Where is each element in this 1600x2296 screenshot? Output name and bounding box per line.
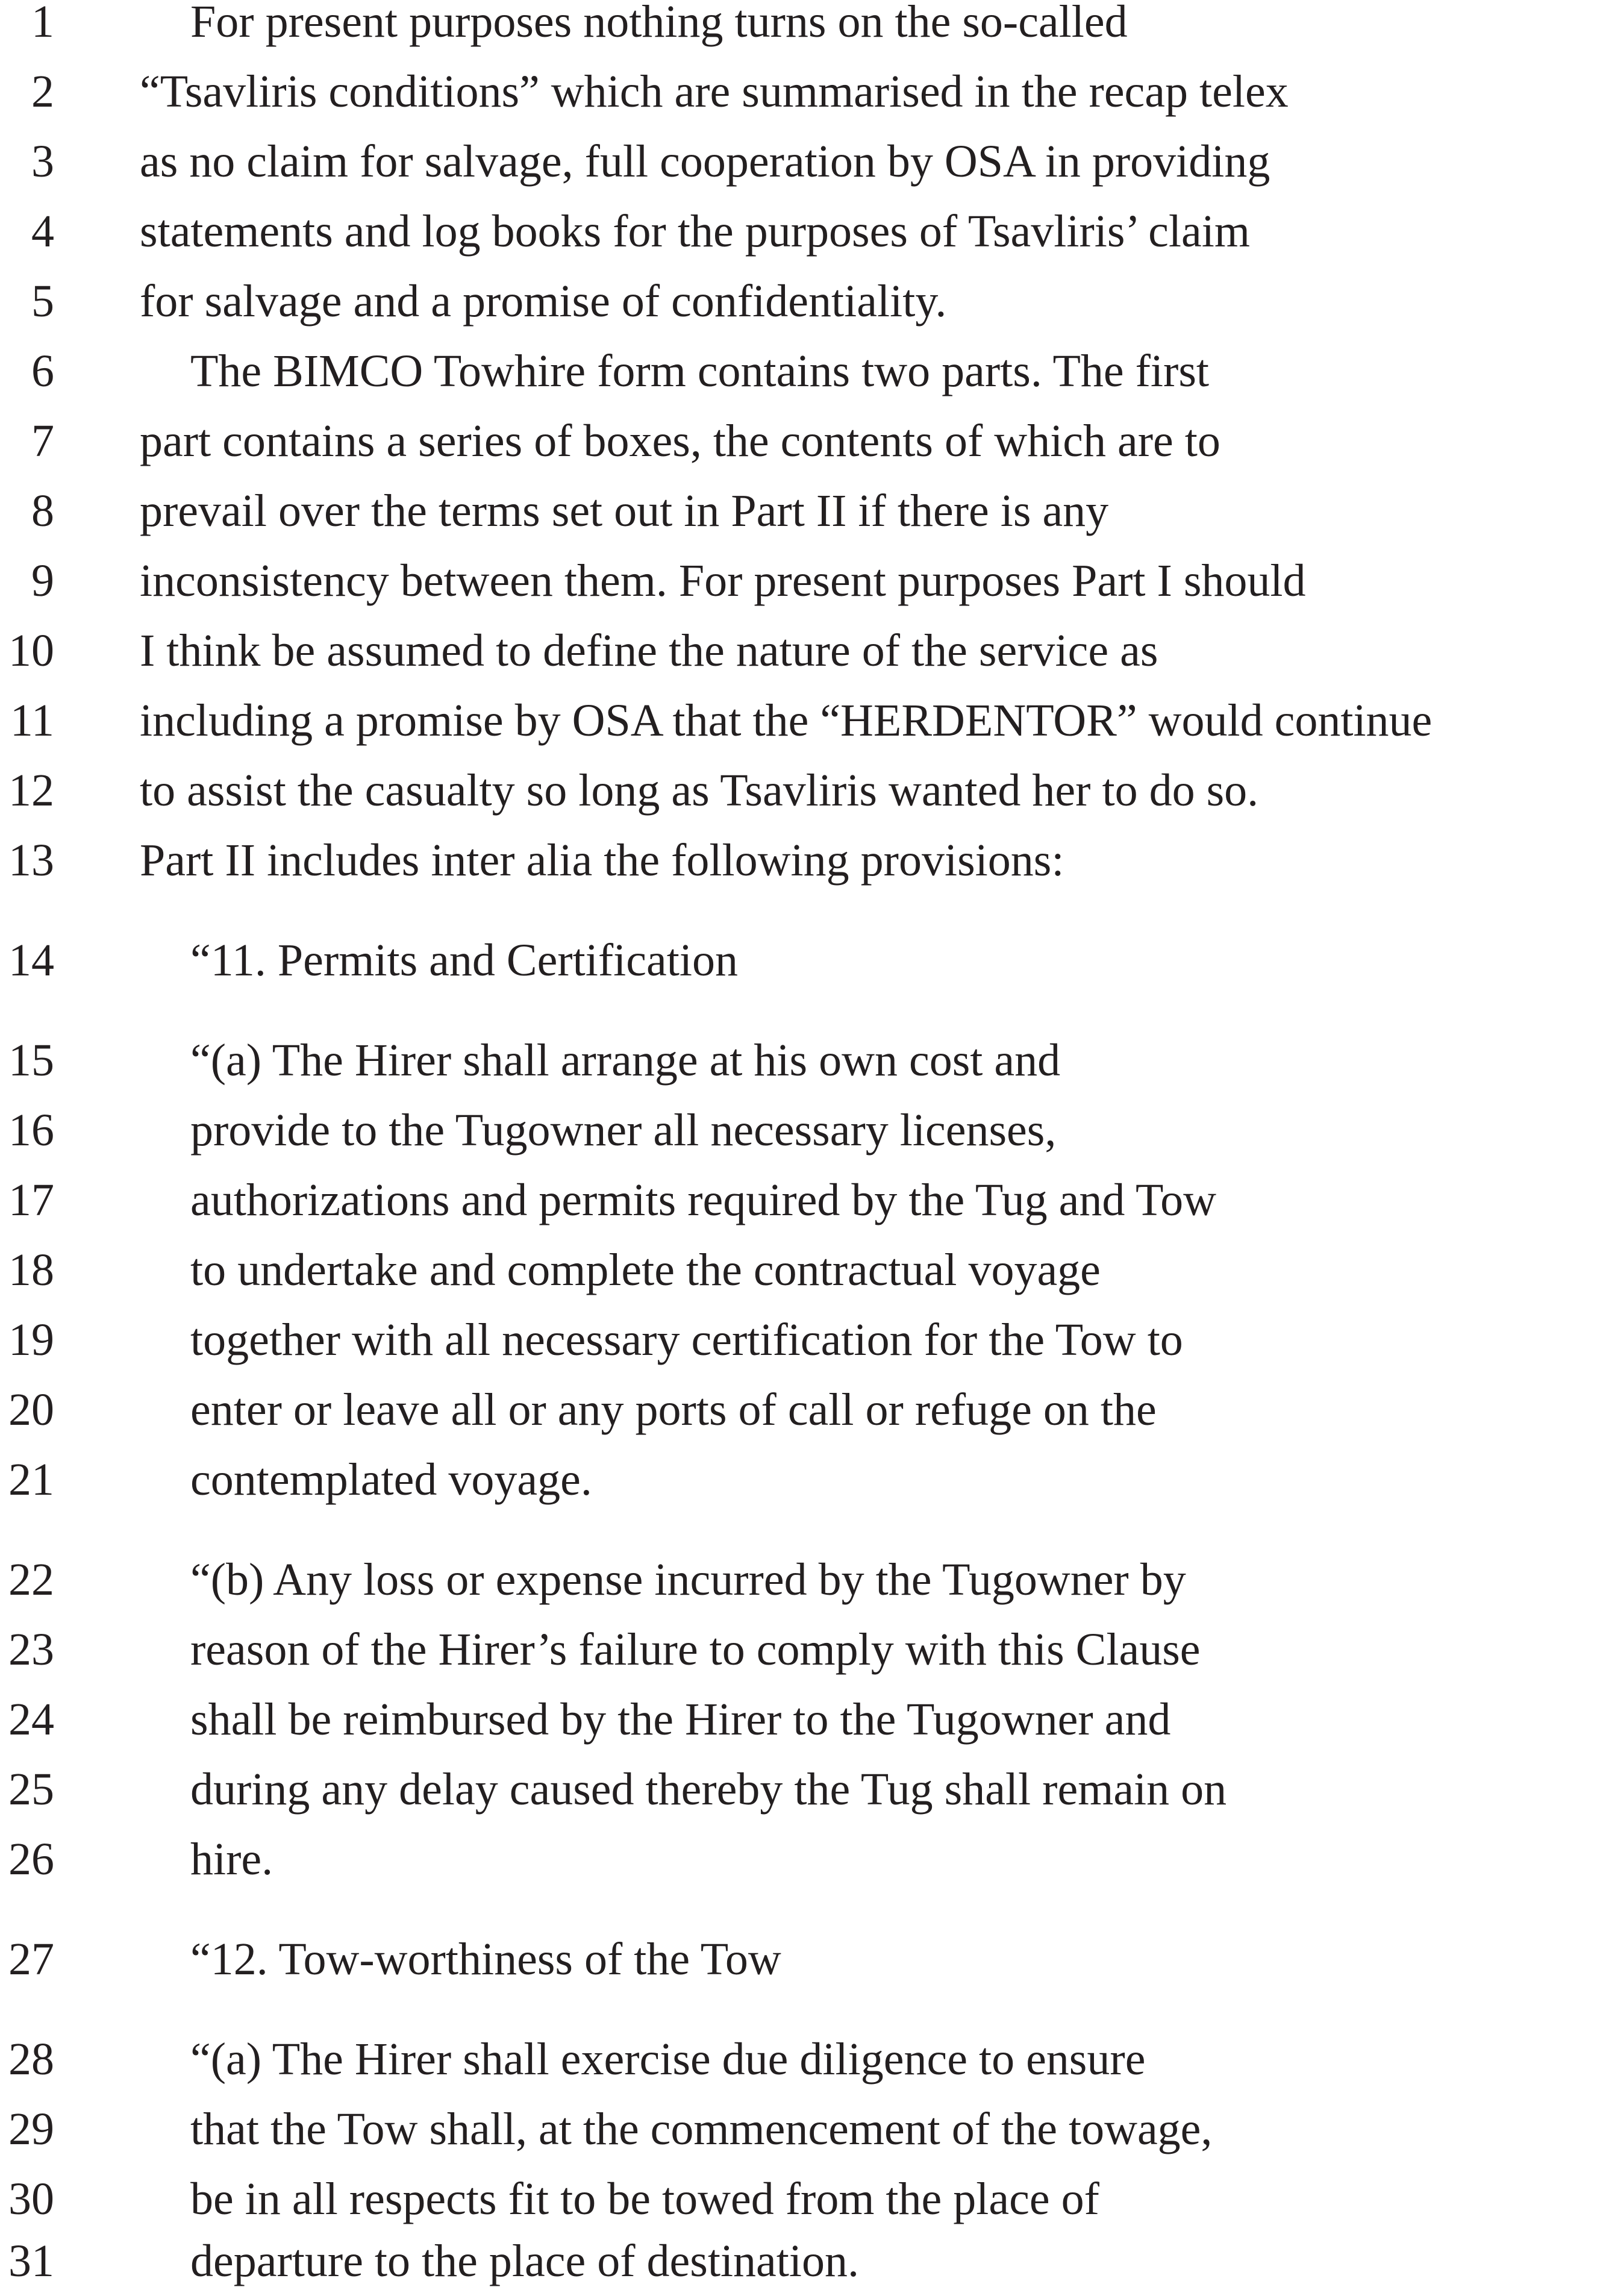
line-text: “Tsavliris conditions” which are summarised in the recap telex xyxy=(140,66,1289,117)
line-number: 14 xyxy=(8,935,54,986)
line-number: 17 xyxy=(8,1175,54,1225)
line-text: statements and log books for the purposes of Tsavliris’ claim xyxy=(140,206,1250,257)
text-line xyxy=(0,1824,1600,1894)
text-line xyxy=(0,476,1600,546)
line-text: inconsistency between them. For present purposes Part I should xyxy=(140,555,1306,606)
line-text: during any delay caused thereby the Tug shall remain on xyxy=(190,1764,1227,1815)
text-line xyxy=(0,336,1600,406)
line-text: reason of the Hirer’s failure to comply with this Clause xyxy=(190,1624,1201,1675)
line-text: hire. xyxy=(190,1834,273,1885)
text-line xyxy=(0,1095,1600,1165)
line-number: 31 xyxy=(8,2236,54,2286)
text-line xyxy=(0,57,1600,127)
text-line xyxy=(0,1235,1600,1305)
line-number: 19 xyxy=(8,1315,54,1365)
text-line xyxy=(0,1375,1600,1445)
line-text: enter or leave all or any ports of call or refuge on the xyxy=(190,1384,1157,1435)
text-line xyxy=(0,825,1600,895)
line-text: authorizations and permits required by the Tug and Tow xyxy=(190,1175,1217,1225)
line-number: 11 xyxy=(10,695,54,746)
line-number: 20 xyxy=(8,1384,54,1435)
text-line xyxy=(0,1924,1600,1994)
text-line xyxy=(0,2226,1600,2296)
line-number: 22 xyxy=(8,1554,54,1605)
line-text: including a promise by OSA that the “HERDENTOR” would continue xyxy=(140,695,1433,746)
line-text: “12. Tow-worthiness of the Tow xyxy=(190,1934,781,1985)
line-number: 16 xyxy=(8,1105,54,1156)
line-number: 24 xyxy=(8,1694,54,1745)
text-line xyxy=(0,2094,1600,2164)
line-text: be in all respects fit to be towed from the place of xyxy=(190,2174,1099,2224)
line-number: 30 xyxy=(8,2174,54,2224)
line-number: 7 xyxy=(31,416,54,466)
line-text: “(a) The Hirer shall exercise due diligence to ensure xyxy=(190,2034,1146,2085)
line-number: 28 xyxy=(8,2034,54,2085)
line-text: contemplated voyage. xyxy=(190,1454,592,1505)
text-line xyxy=(0,1025,1600,1095)
line-number: 3 xyxy=(31,136,54,187)
line-text: “11. Permits and Certification xyxy=(190,935,738,986)
text-line xyxy=(0,2164,1600,2234)
line-text: for salvage and a promise of confidentiality. xyxy=(140,276,947,327)
line-number: 6 xyxy=(31,346,54,396)
line-text: part contains a series of boxes, the contents of which are to xyxy=(140,416,1220,466)
line-number: 15 xyxy=(8,1035,54,1086)
text-line xyxy=(0,1545,1600,1615)
line-text: that the Tow shall, at the commencement of the towage, xyxy=(190,2104,1213,2154)
line-number: 12 xyxy=(8,765,54,816)
line-text: Part II includes inter alia the following provisions: xyxy=(140,835,1064,886)
line-number: 26 xyxy=(8,1834,54,1885)
text-line xyxy=(0,546,1600,616)
text-line xyxy=(0,1305,1600,1375)
line-text: The BIMCO Towhire form contains two parts. The first xyxy=(190,346,1210,396)
text-line xyxy=(0,1445,1600,1515)
line-number: 5 xyxy=(31,276,54,327)
line-number: 8 xyxy=(31,486,54,536)
line-text: I think be assumed to define the nature of the service as xyxy=(140,625,1158,676)
text-line xyxy=(0,0,1600,57)
line-number: 1 xyxy=(31,0,54,47)
line-number: 9 xyxy=(31,555,54,606)
text-line xyxy=(0,686,1600,755)
line-text: to assist the casualty so long as Tsavliris wanted her to do so. xyxy=(140,765,1259,816)
text-line xyxy=(0,1684,1600,1754)
text-line xyxy=(0,616,1600,686)
line-number: 18 xyxy=(8,1245,54,1295)
text-line xyxy=(0,1165,1600,1235)
line-number: 13 xyxy=(8,835,54,886)
line-text: prevail over the terms set out in Part II if there is any xyxy=(140,486,1109,536)
line-number: 2 xyxy=(31,66,54,117)
line-text: “(b) Any loss or expense incurred by the Tugowner by xyxy=(190,1554,1186,1605)
line-text: to undertake and complete the contractual voyage xyxy=(190,1245,1101,1295)
text-line xyxy=(0,406,1600,476)
text-line xyxy=(0,196,1600,266)
line-number: 4 xyxy=(31,206,54,257)
text-line xyxy=(0,1615,1600,1684)
line-text: provide to the Tugowner all necessary licenses, xyxy=(190,1105,1057,1156)
line-text: departure to the place of destination. xyxy=(190,2236,860,2286)
text-line xyxy=(0,1754,1600,1824)
line-number: 25 xyxy=(8,1764,54,1815)
text-line xyxy=(0,2024,1600,2094)
text-line xyxy=(0,127,1600,196)
line-text: shall be reimbursed by the Hirer to the Tugowner and xyxy=(190,1694,1171,1745)
text-line xyxy=(0,755,1600,825)
line-number: 23 xyxy=(8,1624,54,1675)
text-line xyxy=(0,925,1600,995)
line-text: together with all necessary certification for the Tow to xyxy=(190,1315,1183,1365)
line-number: 21 xyxy=(8,1454,54,1505)
line-number: 10 xyxy=(8,625,54,676)
line-text: “(a) The Hirer shall arrange at his own cost and xyxy=(190,1035,1061,1086)
line-number: 27 xyxy=(8,1934,54,1985)
line-number: 29 xyxy=(8,2104,54,2154)
line-text: For present purposes nothing turns on the so-called xyxy=(190,0,1128,47)
line-text: as no claim for salvage, full cooperation by OSA in providing xyxy=(140,136,1270,187)
text-line xyxy=(0,266,1600,336)
